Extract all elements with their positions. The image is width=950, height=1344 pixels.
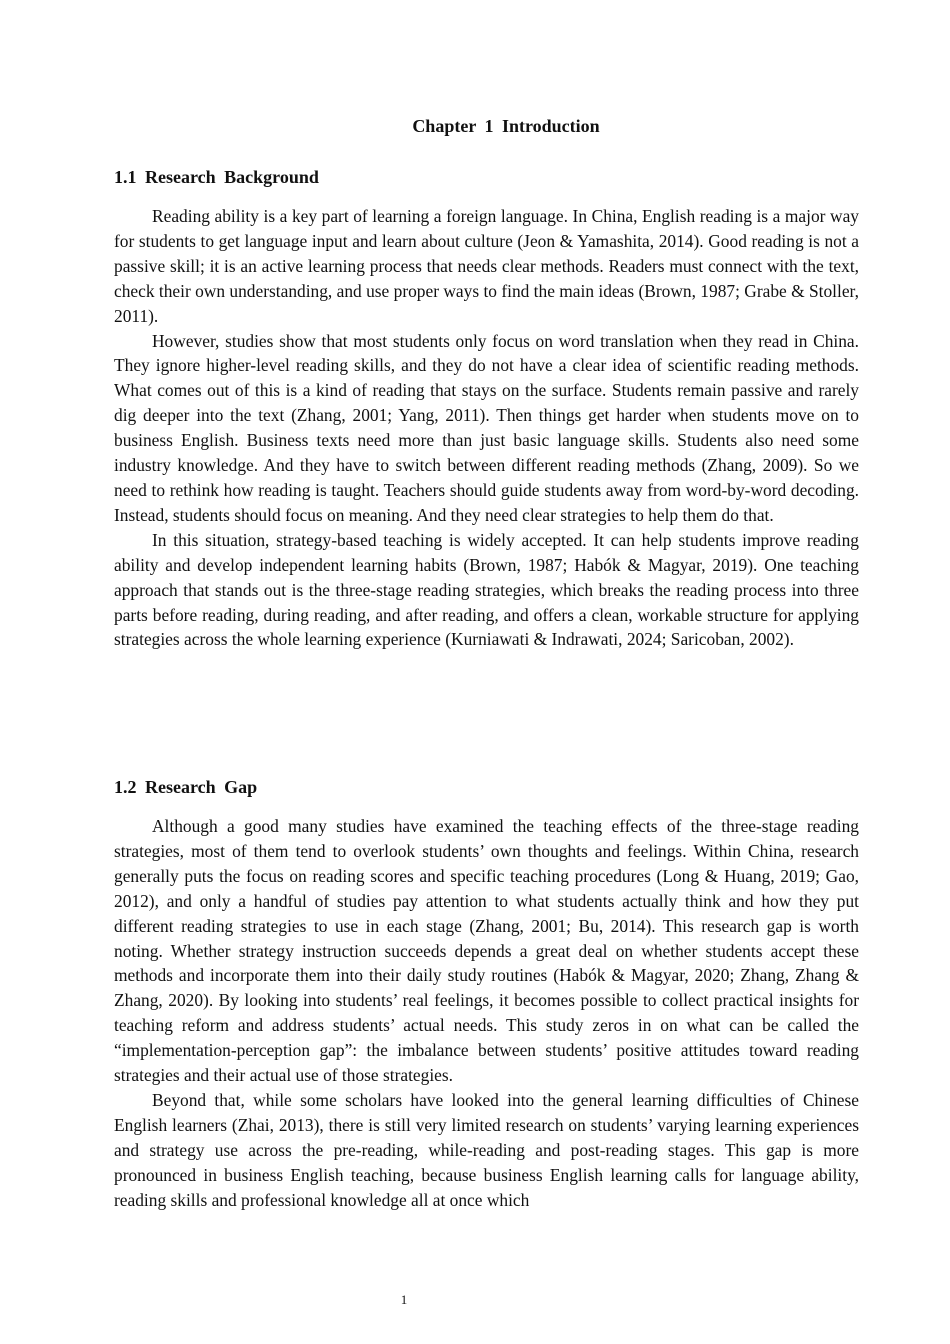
paragraph: Reading ability is a key part of learning a foreign language. In China, English reading is a major way for students to get language input and learn about culture (Jeon & Yamashita, 2014). Good reading is not a passive skill; it is an active learning process that needs clear methods. Readers must connect with the text, check their own understanding, and use proper ways to find the main ideas (Brown, 1987; Grabe & Stoller, 2011). <box>114 206 859 326</box>
paragraph: Beyond that, while some scholars have looked into the general learning difficulties of Chinese English learners (Zhai, 2013), there is still very limited research on students’ varying learning experiences and strategy use across the pre-reading, while-reading and post-reading stages. This gap is more pronounced in business English teaching, because business English learning calls for language ability, reading skills and professional knowledge all at once which <box>114 1089 859 1210</box>
paragraph: However, studies show that most students only focus on word translation when they read in China. They ignore higher-level reading skills, and they do not have a clear idea of scientific reading methods. What comes out of this is a kind of reading that stays on the surface. Students remain passive and rarely dig deeper into the text (Zhang, 2001; Yang, 2011). Then things get harder when students move on to business English. Business texts need more than just basic language skills. Students also need some industry knowledge. And they have to switch between different reading methods (Zhang, 2009). So we need to rethink how reading is taught. Teachers should guide students away from word-by-word decoding. Instead, students should focus on meaning. And they need clear strategies to help them do that. <box>114 330 859 525</box>
page-number: 1 <box>400 1292 408 1307</box>
section-body-research-background <box>114 204 859 652</box>
paragraph: Although a good many studies have examined the teaching effects of the three-stage reading strategies, most of them tend to overlook students’ own thoughts and feelings. Within China, research generally puts the focus on reading scores and specific teaching procedures (Long & Huang, 2019; Gao, 2012), and only a handful of studies pay attention to what students actually think and how they put different reading strategies to use in each stage (Zhang, 2001; Bu, 2014). This research gap is worth noting. Whether strategy instruction succeeds depends a great deal on whether students accept these methods and incorporate them into their daily study routines (Habók & Magyar, 2020; Zhang, Zhang & Zhang, 2020). By looking into students’ real feelings, it becomes possible to collect practical insights for teaching reform and address students’ actual needs. This study zeros in on what can be called the “implementation-perception gap”: the imbalance between students’ positive attitudes toward reading strategies and their actual use of those strategies. <box>114 816 859 1086</box>
section-heading-research-gap: 1.2 Research Gap <box>114 777 258 797</box>
chapter-title: Chapter 1 Introduction <box>412 116 600 136</box>
section-body-research-gap <box>114 814 859 1213</box>
section-heading-research-background: 1.1 Research Background <box>114 167 319 187</box>
paragraph: In this situation, strategy-based teaching is widely accepted. It can help students improve reading ability and develop independent learning habits (Brown, 1987; Habók & Magyar, 2019). One teaching approach that stands out is the three-stage reading strategies, which breaks the reading process into three parts before reading, during reading, and after reading, and offers a clean, workable structure for applying strategies across the whole learning experience (Kurniawati & Indrawati, 2024; Saricoban, 2002). <box>114 529 859 650</box>
